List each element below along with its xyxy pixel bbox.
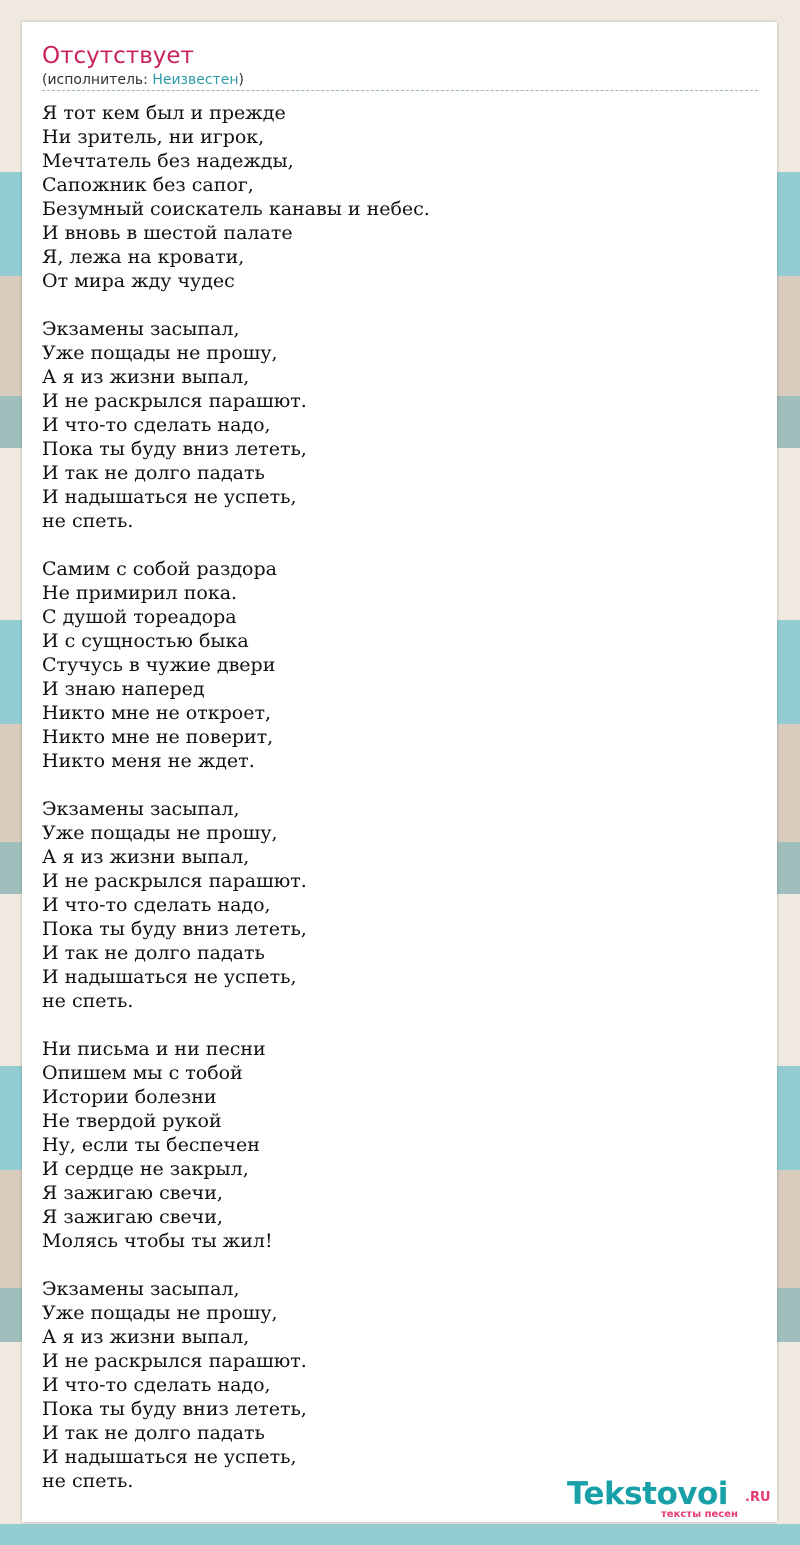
lyrics-card xyxy=(22,22,777,1522)
lyric-line: Ни письма и ни песни xyxy=(42,1038,266,1060)
stanza xyxy=(42,1277,430,1493)
artist-link[interactable]: Неизвестен xyxy=(152,72,239,88)
lyric-line: Ну, если ты беспечен xyxy=(42,1134,260,1156)
artist-line xyxy=(42,71,244,89)
lyric-line: не спеть. xyxy=(42,510,134,532)
lyric-line: Безумный соискатель канавы и небес. xyxy=(42,198,430,220)
lyric-line: Стучусь в чужие двери xyxy=(42,654,276,676)
lyric-line: Я, лежа на кровати, xyxy=(42,246,245,268)
lyric-line: Экзамены засыпал, xyxy=(42,1278,240,1300)
lyric-line: И знаю наперед xyxy=(42,678,205,700)
lyric-line: И с сущностью быка xyxy=(42,630,249,652)
lyric-line: Уже пощады не прошу, xyxy=(42,822,278,844)
lyric-line: Пока ты буду вниз лететь, xyxy=(42,438,307,460)
lyric-line: Экзамены засыпал, xyxy=(42,798,240,820)
stanza xyxy=(42,557,430,773)
lyric-line: Никто меня не ждет. xyxy=(42,750,255,772)
lyric-line: Уже пощады не прошу, xyxy=(42,342,278,364)
title-divider xyxy=(42,90,758,91)
lyric-line: Самим с собой раздора xyxy=(42,558,277,580)
lyric-line: А я из жизни выпал, xyxy=(42,366,250,388)
lyric-line: И не раскрылся парашют. xyxy=(42,870,307,892)
lyric-line: Ни зритель, ни игрок, xyxy=(42,126,265,148)
lyric-line: С душой тореадора xyxy=(42,606,237,628)
lyric-line: Сапожник без сапог, xyxy=(42,174,254,196)
logo-wordmark: Tekstovoi xyxy=(567,1476,728,1512)
lyric-line: Экзамены засыпал, xyxy=(42,318,240,340)
lyric-line: Не твердой рукой xyxy=(42,1110,222,1132)
artist-prefix: (исполнитель: xyxy=(42,72,153,88)
lyric-line: Пока ты буду вниз лететь, xyxy=(42,918,307,940)
lyric-line: А я из жизни выпал, xyxy=(42,1326,250,1348)
lyric-line: Я зажигаю свечи, xyxy=(42,1182,223,1204)
stanza xyxy=(42,317,430,533)
lyric-line: А я из жизни выпал, xyxy=(42,846,250,868)
lyric-line: Опишем мы с тобой xyxy=(42,1062,243,1084)
lyric-line: И что-то сделать надо, xyxy=(42,1374,271,1396)
lyric-line: Мечтатель без надежды, xyxy=(42,150,294,172)
lyric-line: И вновь в шестой палате xyxy=(42,222,293,244)
stanza xyxy=(42,1037,430,1253)
lyric-line: Я тот кем был и прежде xyxy=(42,102,286,124)
logo-tld: .RU xyxy=(745,1490,771,1505)
song-title: Отсутствует xyxy=(42,43,194,69)
lyric-line: И так не долго падать xyxy=(42,462,265,484)
lyric-line: И не раскрылся парашют. xyxy=(42,1350,307,1372)
lyric-line: не спеть. xyxy=(42,990,134,1012)
lyric-line: И не раскрылся парашют. xyxy=(42,390,307,412)
lyric-line: Я зажигаю свечи, xyxy=(42,1206,223,1228)
lyric-line: И так не долго падать xyxy=(42,942,265,964)
lyric-line: Никто мне не поверит, xyxy=(42,726,274,748)
lyric-line: И что-то сделать надо, xyxy=(42,894,271,916)
lyric-line: И надышаться не успеть, xyxy=(42,486,297,508)
lyric-line: И так не долго падать xyxy=(42,1422,265,1444)
stanza xyxy=(42,101,430,293)
lyric-line: Никто мне не откроет, xyxy=(42,702,271,724)
site-logo[interactable] xyxy=(567,1476,777,1520)
lyric-line: И надышаться не успеть, xyxy=(42,966,297,988)
lyrics-body xyxy=(42,101,430,1517)
lyric-line: не спеть. xyxy=(42,1470,134,1492)
lyric-line: Пока ты буду вниз лететь, xyxy=(42,1398,307,1420)
lyric-line: И сердце не закрыл, xyxy=(42,1158,249,1180)
lyric-line: Уже пощады не прошу, xyxy=(42,1302,278,1324)
logo-tagline: тексты песен xyxy=(661,1509,738,1520)
lyric-line: И что-то сделать надо, xyxy=(42,414,271,436)
lyric-line: Молясь чтобы ты жил! xyxy=(42,1230,273,1252)
lyric-line: И надышаться не успеть, xyxy=(42,1446,297,1468)
lyric-line: От мира жду чудес xyxy=(42,270,235,292)
artist-suffix: ) xyxy=(238,72,244,88)
lyric-line: Истории болезни xyxy=(42,1086,217,1108)
lyric-line: Не примирил пока. xyxy=(42,582,238,604)
stanza xyxy=(42,797,430,1013)
